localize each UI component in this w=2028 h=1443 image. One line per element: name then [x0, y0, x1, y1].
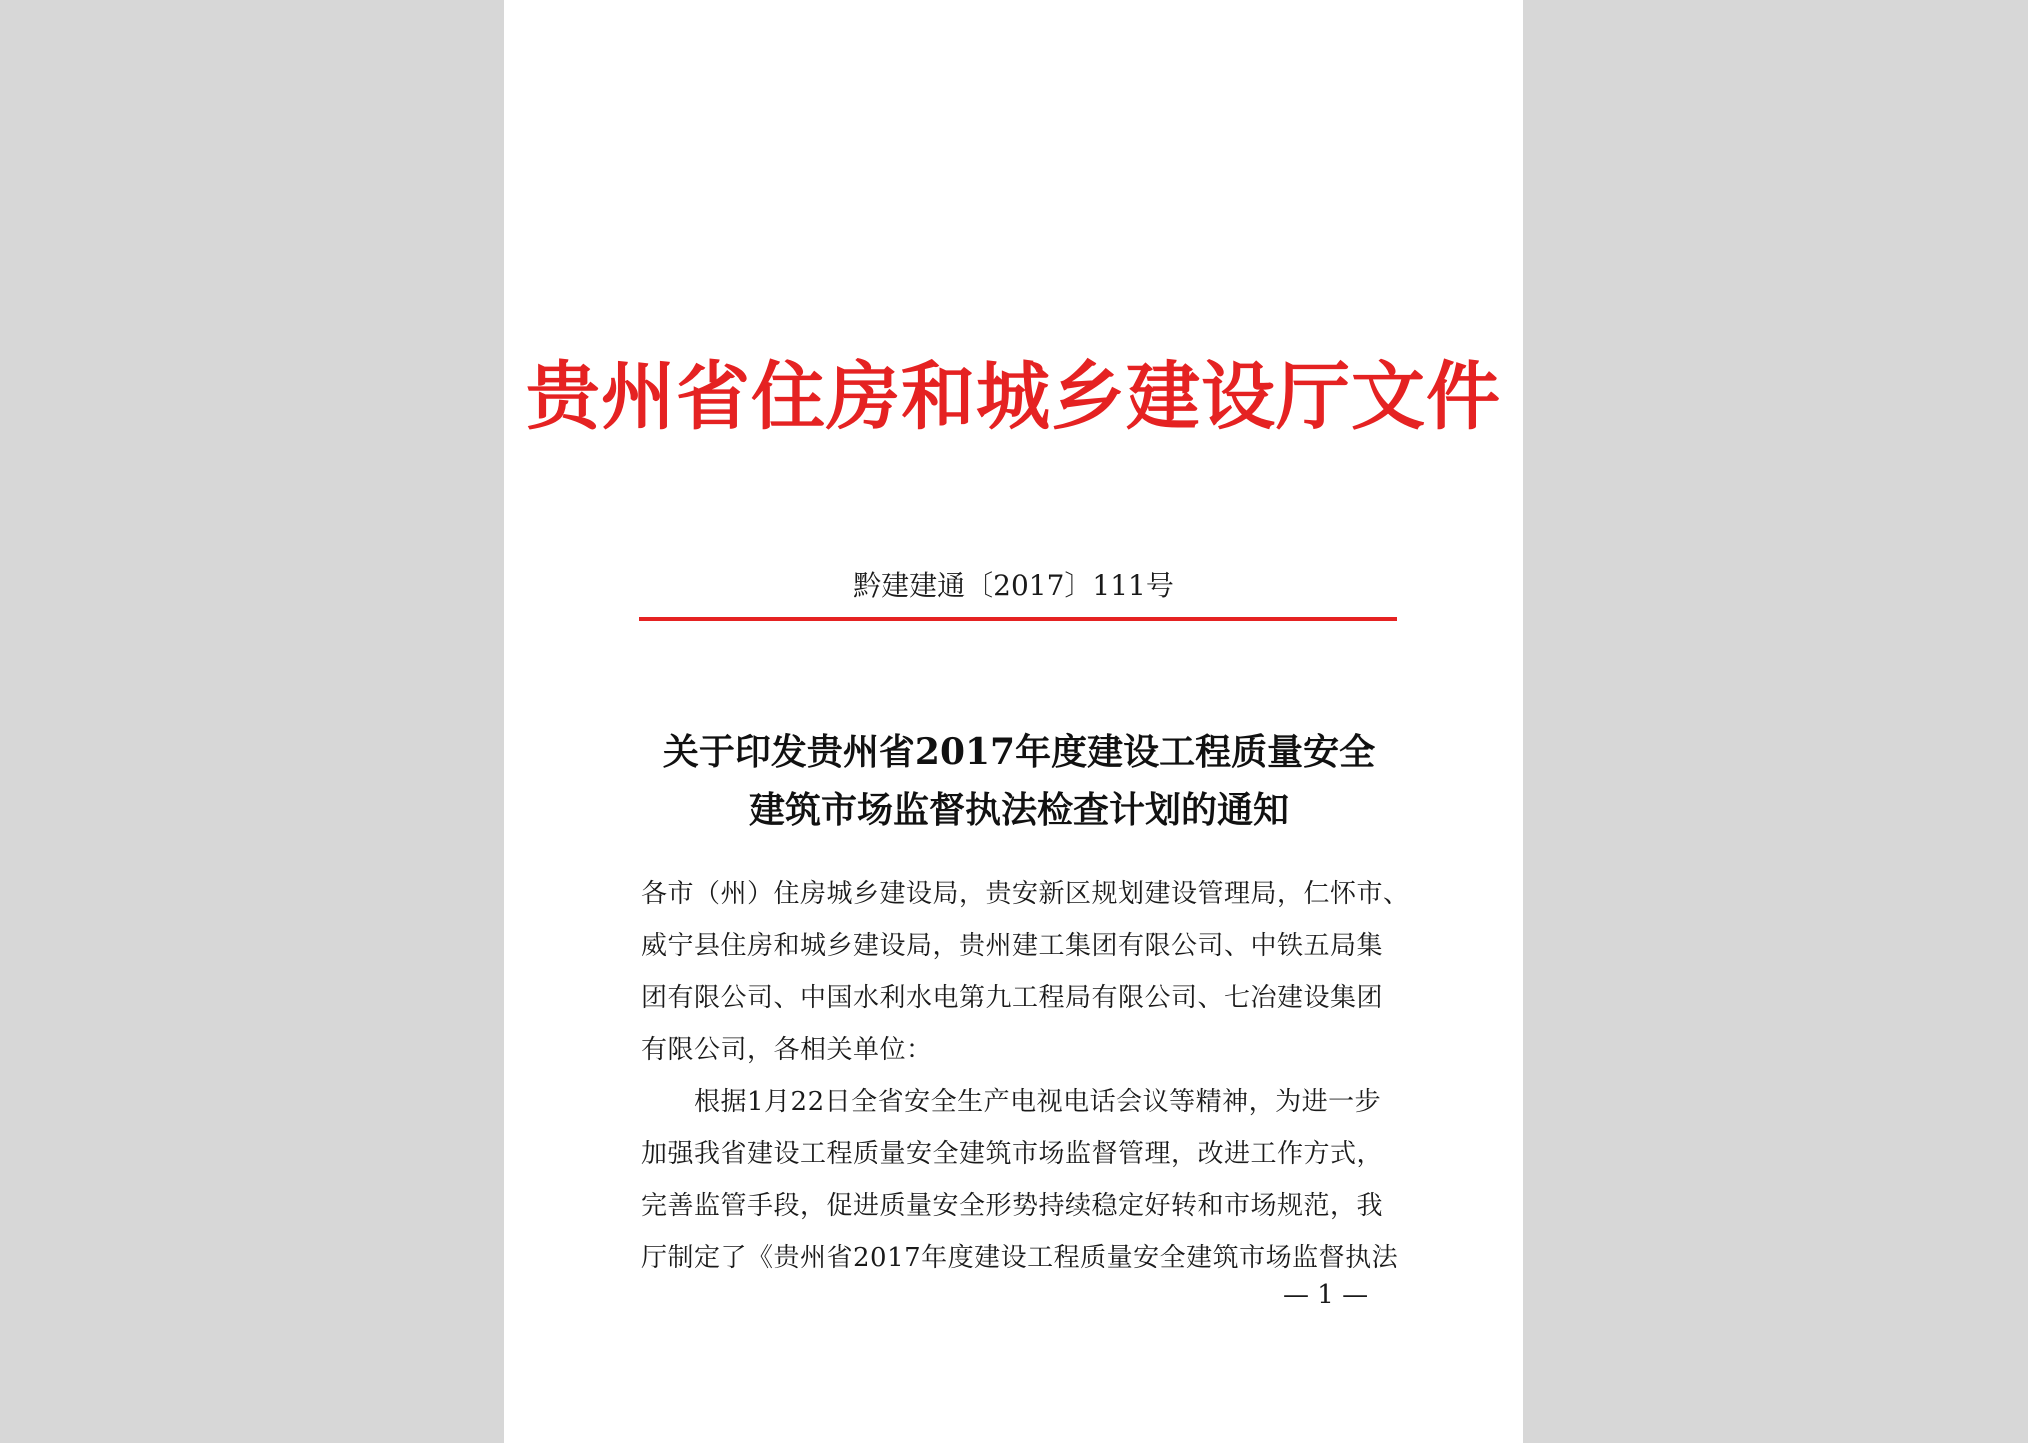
body-line: 团有限公司、中国水利水电第九工程局有限公司、七冶建设集团	[641, 983, 1384, 1013]
issuer-header: 贵州省住房和城乡建设厅文件	[526, 354, 1501, 440]
body-line: 完善监管手段，促进质量安全形势持续稳定好转和市场规范，我	[641, 1191, 1384, 1221]
body-line: 厅制定了《贵州省2017年度建设工程质量安全建筑市场监督执法	[641, 1243, 1399, 1273]
title-line: 建筑市场监督执法检查计划的通知	[748, 789, 1289, 831]
title-line: 关于印发贵州省2017年度建设工程质量安全	[662, 731, 1376, 773]
document-page	[504, 0, 1523, 1443]
body-line: 根据1月22日全省安全生产电视电话会议等精神，为进一步	[641, 1087, 1382, 1117]
body-line: 加强我省建设工程质量安全建筑市场监督管理，改进工作方式，	[641, 1139, 1384, 1169]
body-line: 威宁县住房和城乡建设局，贵州建工集团有限公司、中铁五局集	[641, 931, 1384, 961]
page-number: — 1 —	[1283, 1280, 1369, 1310]
notice-title	[639, 723, 1399, 839]
body-line: 各市（州）住房城乡建设局，贵安新区规划建设管理局，仁怀市、	[641, 879, 1410, 909]
body-line: 有限公司，各相关单位：	[641, 1035, 933, 1065]
document-number: 黔建建通〔2017〕111号	[853, 569, 1174, 602]
red-separator-line	[639, 617, 1397, 621]
notice-body	[641, 868, 1410, 1284]
